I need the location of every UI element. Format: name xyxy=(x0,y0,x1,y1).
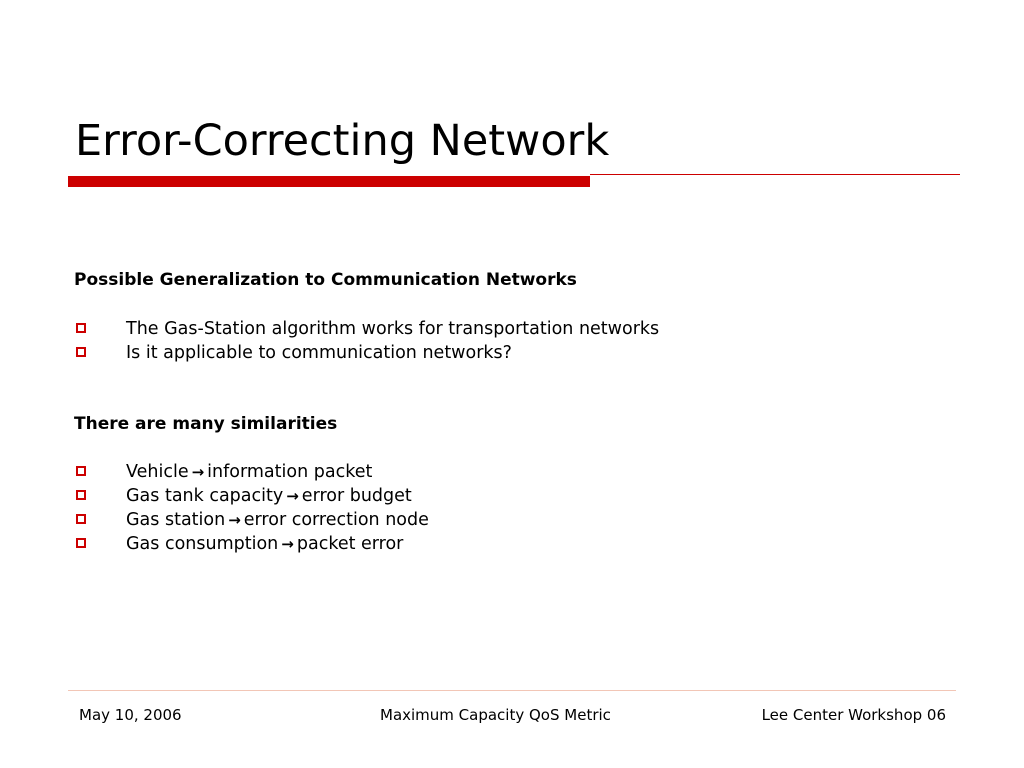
square-bullet-icon xyxy=(76,538,86,548)
bullet-text: Is it applicable to communication networks? xyxy=(126,343,512,363)
square-bullet-icon xyxy=(76,466,86,476)
bullet-text xyxy=(126,508,429,532)
right-arrow-icon: → xyxy=(228,511,241,529)
section-heading-generalization: Possible Generalization to Communication Networks xyxy=(74,270,577,290)
title-underline-thin xyxy=(590,174,960,175)
footer-date: May 10, 2006 xyxy=(79,706,182,724)
analogy-target: error budget xyxy=(301,486,412,506)
analogy-source: Vehicle xyxy=(126,462,189,482)
title-underline-thick xyxy=(68,176,590,187)
square-bullet-icon xyxy=(76,514,86,524)
footer-divider xyxy=(68,690,956,691)
footer-event: Lee Center Workshop 06 xyxy=(761,706,946,724)
square-bullet-icon xyxy=(76,323,86,333)
footer-title: Maximum Capacity QoS Metric xyxy=(380,706,611,724)
analogy-target: packet error xyxy=(296,534,404,554)
analogy-source: Gas station xyxy=(126,510,226,530)
bullet-text: The Gas-Station algorithm works for transportation networks xyxy=(126,319,660,339)
bullet-text xyxy=(126,532,403,556)
right-arrow-icon: → xyxy=(281,535,294,553)
analogy-target: information packet xyxy=(207,462,373,482)
bullet-text xyxy=(126,460,372,484)
analogy-source: Gas tank capacity xyxy=(126,486,284,506)
bullet-text xyxy=(126,484,412,508)
analogy-target: error correction node xyxy=(243,510,429,530)
section-heading-similarities: There are many similarities xyxy=(74,414,338,434)
right-arrow-icon: → xyxy=(191,463,205,481)
right-arrow-icon: → xyxy=(286,487,299,505)
slide-title: Error-Correcting Network xyxy=(75,116,610,166)
square-bullet-icon xyxy=(76,490,86,500)
analogy-source: Gas consumption xyxy=(126,534,279,554)
square-bullet-icon xyxy=(76,347,86,357)
